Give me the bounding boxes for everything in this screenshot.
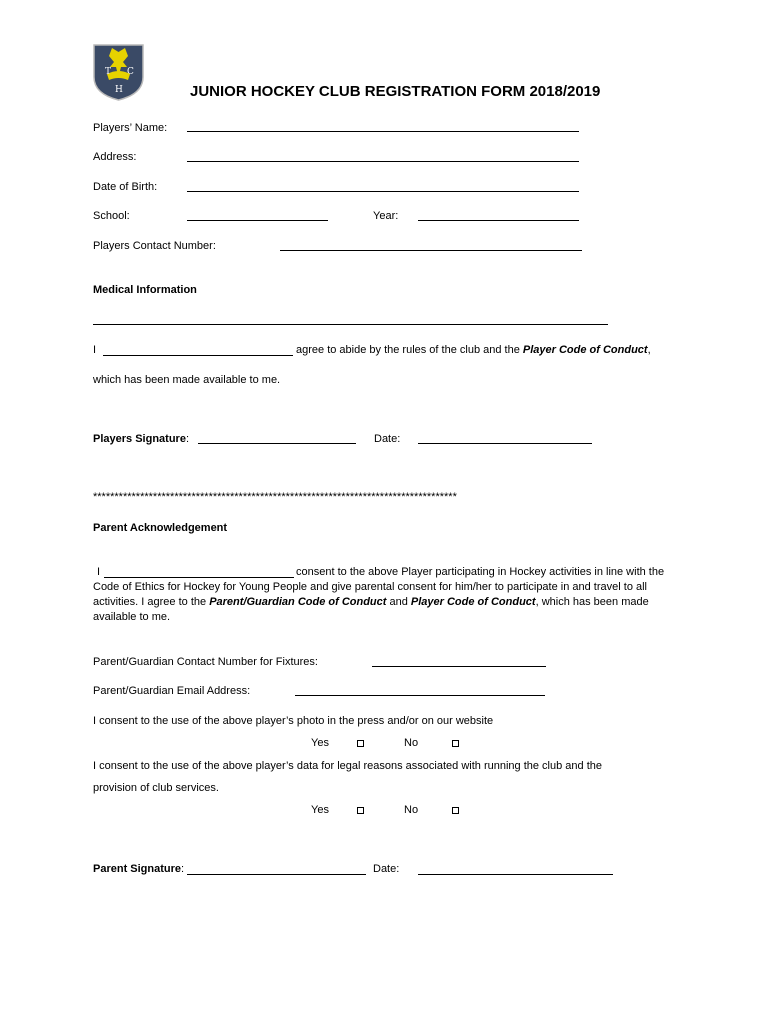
agree-end: ,: [647, 344, 651, 356]
year-label: Year:: [373, 210, 399, 222]
data-consent-yes-checkbox[interactable]: [357, 807, 364, 814]
photo-consent-yes-label: Yes: [311, 737, 329, 749]
player-signature-colon: :: [185, 433, 189, 445]
agree-i: I: [93, 344, 97, 356]
parent-contact-field[interactable]: [372, 666, 546, 667]
parent-ack-and: and: [389, 596, 408, 608]
contact-number-label: Players Contact Number:: [93, 240, 216, 252]
parent-ack-i: I: [97, 566, 101, 578]
school-label: School:: [93, 210, 130, 222]
address-field[interactable]: [187, 161, 579, 162]
address-label: Address:: [93, 151, 137, 163]
contact-number-field[interactable]: [280, 250, 582, 251]
player-date-field[interactable]: [418, 443, 592, 444]
crest-letter-c: C: [127, 67, 134, 77]
data-consent-line1: I consent to the use of the above player’s data for legal reasons associated with running the club and the: [93, 760, 602, 772]
parent-ack-text: consent to the above Player participating in Hockey activities in line with the Code of Ethics for Hockey for Young People and give parental consent for him/her to participate in and travel to all activities. I agree to the: [93, 566, 665, 608]
school-field[interactable]: [187, 220, 328, 221]
parent-signature-colon: :: [181, 863, 185, 875]
data-consent-no-checkbox[interactable]: [452, 807, 459, 814]
player-signature-text: Players Signature: [93, 433, 186, 445]
player-signature-label: [93, 432, 189, 446]
photo-consent-yes-checkbox[interactable]: [357, 740, 364, 747]
player-date-label: Date:: [374, 433, 401, 445]
player-code-of-conduct-2: Player Code of Conduct: [410, 596, 536, 608]
photo-consent-no-checkbox[interactable]: [452, 740, 459, 747]
players-name-field[interactable]: [187, 131, 579, 132]
player-signature-field[interactable]: [198, 443, 356, 444]
club-crest-logo: [93, 44, 144, 101]
form-title: JUNIOR HOCKEY CLUB REGISTRATION FORM 2018/2019: [190, 83, 601, 100]
parent-email-field[interactable]: [295, 695, 545, 696]
medical-field[interactable]: [93, 324, 608, 325]
parent-date-label: Date:: [373, 863, 400, 875]
parent-email-label: Parent/Guardian Email Address:: [93, 685, 251, 697]
data-consent-line2: provision of club services.: [93, 782, 219, 794]
photo-consent-text: I consent to the use of the above player’s photo in the press and/or on our website: [93, 715, 494, 727]
agree-text: agree to abide by the rules of the club and the: [296, 344, 520, 356]
agree-statement: [296, 343, 651, 357]
photo-consent-no-label: No: [404, 737, 419, 749]
dob-label: Date of Birth:: [93, 181, 158, 193]
medical-heading: Medical Information: [93, 284, 197, 296]
dob-field[interactable]: [187, 191, 579, 192]
player-code-of-conduct: Player Code of Conduct: [522, 344, 648, 356]
year-field[interactable]: [418, 220, 579, 221]
data-consent-yes-label: Yes: [311, 804, 329, 816]
data-consent-no-label: No: [404, 804, 419, 816]
parent-signature-text: Parent Signature: [93, 863, 182, 875]
agree-line2: which has been made available to me.: [93, 374, 281, 386]
parent-signature-field[interactable]: [187, 874, 366, 875]
parent-ack-heading: Parent Acknowledgement: [93, 522, 228, 534]
parent-contact-label: Parent/Guardian Contact Number for Fixtures:: [93, 656, 318, 668]
agree-name-field[interactable]: [103, 355, 293, 356]
parent-code-of-conduct: Parent/Guardian Code of Conduct: [209, 596, 387, 608]
parent-signature-label: [93, 862, 184, 876]
parent-ack-end: , which has been made available to me.: [93, 596, 649, 623]
section-divider: *************************************************************************************: [93, 491, 457, 503]
parent-ack-paragraph: [93, 565, 678, 625]
parent-date-field[interactable]: [418, 874, 613, 875]
crest-letter-t: T: [105, 67, 112, 77]
players-name-label: Players’ Name:: [93, 122, 168, 134]
crest-letter-h: H: [115, 85, 123, 95]
